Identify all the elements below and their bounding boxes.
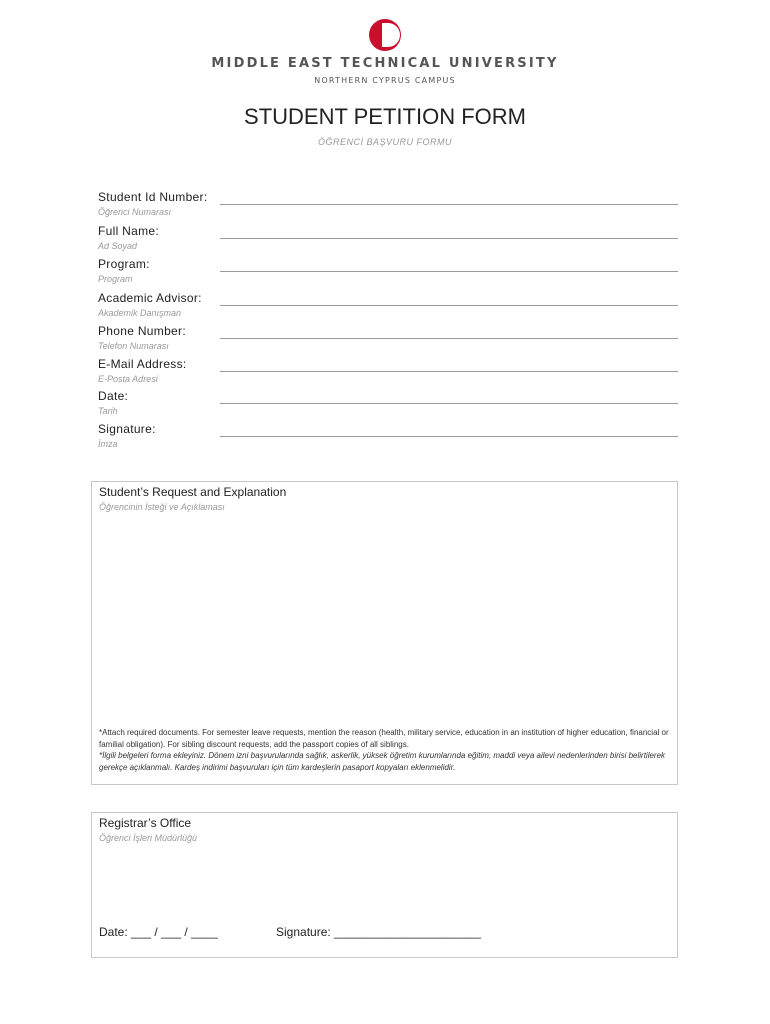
- phone-number-input-line[interactable]: [220, 338, 678, 339]
- student-id-input-line[interactable]: [220, 204, 678, 205]
- date-input-line[interactable]: [220, 403, 678, 404]
- field-label: Student Id Number:: [98, 190, 208, 204]
- field-label: Phone Number:: [98, 324, 186, 338]
- field-signature: [98, 422, 678, 452]
- field-label: Signature:: [98, 422, 156, 436]
- field-label: Academic Advisor:: [98, 291, 202, 305]
- field-label: Full Name:: [98, 224, 160, 238]
- request-box: [91, 481, 678, 785]
- field-academic-advisor: [98, 291, 678, 321]
- request-note-tr: *İlgili belgeleri forma ekleyiniz. Dönem izni başvurularında sağlık, askerlik, yüksek öğretim kurumlarında eğitim, maddi veya ailevi nedenlerinden birisi belirtilerek gerekçe açıklanmalı. Kardeş indirimi başvuruları için tüm kardeşlerin pasaport kopyaları eklenmelidir.: [99, 751, 666, 772]
- field-student-id: [98, 190, 678, 220]
- field-sublabel: Telefon Numarası: [98, 341, 169, 351]
- field-date: [98, 389, 678, 419]
- field-sublabel: Tarih: [98, 406, 118, 416]
- field-sublabel: Öğrenci Numarası: [98, 207, 172, 217]
- field-program: [98, 257, 678, 287]
- program-input-line[interactable]: [220, 271, 678, 272]
- field-sublabel: İmza: [98, 439, 118, 449]
- request-title: Student’s Request and Explanation: [99, 485, 287, 499]
- registrar-subtitle: Öğrenci İşleri Müdürlüğü: [99, 833, 198, 843]
- form-title: STUDENT PETITION FORM: [244, 104, 526, 129]
- field-email-address: [98, 357, 678, 387]
- campus-name: NORTHERN CYPRUS CAMPUS: [314, 76, 456, 85]
- registrar-title: Registrar’s Office: [99, 816, 192, 830]
- request-subtitle: Öğrencinin İsteği ve Açıklaması: [99, 502, 225, 512]
- email-address-input-line[interactable]: [220, 371, 678, 372]
- field-full-name: [98, 224, 678, 254]
- request-note-en: *Attach required documents. For semester leave requests, mention the reason (health, military service, education in an institution of higher education, financial or familial obligation). For sibling discount requests, add the passport copies of all siblings.: [99, 728, 669, 749]
- request-text-area[interactable]: [99, 516, 670, 716]
- field-label: E-Mail Address:: [98, 357, 187, 371]
- academic-advisor-input-line[interactable]: [220, 305, 678, 306]
- full-name-input-line[interactable]: [220, 238, 678, 239]
- registrar-box: [91, 812, 678, 958]
- registrar-date-field[interactable]: Date: ___ / ___ / ____: [99, 925, 218, 939]
- field-sublabel: Akademik Danışman: [98, 308, 182, 318]
- field-sublabel: Program: [98, 274, 133, 284]
- signature-input-line[interactable]: [220, 436, 678, 437]
- field-phone-number: [98, 324, 678, 354]
- field-sublabel: Ad Soyad: [98, 241, 138, 251]
- form-subtitle: ÖĞRENCİ BAŞVURU FORMU: [317, 137, 452, 147]
- university-name: MIDDLE EAST TECHNICAL UNIVERSITY: [211, 56, 559, 71]
- field-label: Date:: [98, 389, 129, 403]
- field-label: Program:: [98, 257, 150, 271]
- field-sublabel: E-Posta Adresi: [98, 374, 158, 384]
- registrar-signature-field[interactable]: Signature: ______________________: [276, 925, 481, 939]
- metu-logo: [366, 18, 404, 52]
